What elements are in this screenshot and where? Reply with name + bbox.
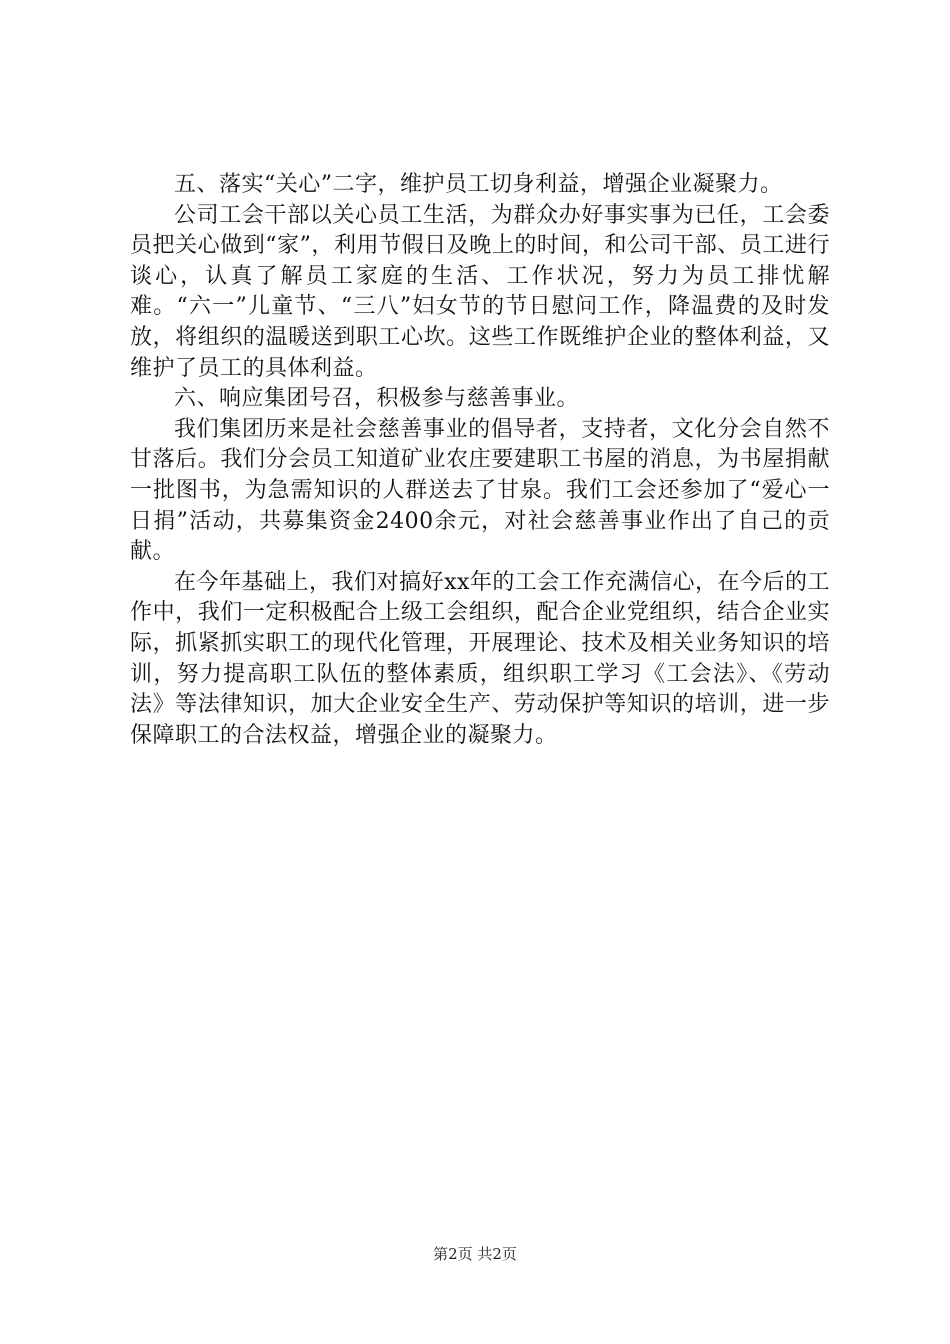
paragraph-section-five-heading: 五、落实“关心”二字，维护员工切身利益，增强企业凝聚力。 (174, 172, 783, 197)
paragraph-outlook: 在今年基础上，我们对搞好xx年的工会工作充满信心，在今后的工作中，我们一定积极配合上级工会组织，配合企业党组织，结合企业实际，抓紧抓实职工的现代化管理，开展理论、技术及相关业务知识的培训，努力提高职工队伍的整体素质，组织职工学习《工会法》、《劳动法》等法律知识，加大企业安全生产、劳动保护等知识的培训，进一步保障职工的合法权益，增强企业的凝聚力。 (130, 569, 830, 748)
paragraph-section-six-heading: 六、响应集团号召，积极参与慈善事业。 (174, 386, 580, 412)
page-number-footer: 第2页 共2页 (433, 1245, 517, 1263)
paragraph-care-for-employees: 公司工会干部以关心员工生活，为群众办好事实事为已任，工会委员把关心做到“家”，利用节假日及晚上的时间，和公司干部、员工进行谈心，认真了解员工家庭的生活、工作状况，努力为员工排忧解难。“六一”儿童节、“三八”妇女节的节日慰问工作，降温费的及时发放，将组织的温暖送到职工心坎。这些工作既维护企业的整体利益，又维护了员工的具体利益。 (130, 202, 830, 381)
document-body (130, 170, 830, 751)
paragraph-charity: 我们集团历来是社会慈善事业的倡导者，支持者，文化分会自然不甘落后。我们分会员工知道矿业农庄要建职工书屋的消息，为书屋捐献一批图书，为急需知识的人群送去了甘泉。我们工会还参加了“爱心一日捐”活动，共募集资金2400余元，对社会慈善事业作出了自己的贡献。 (130, 416, 830, 565)
